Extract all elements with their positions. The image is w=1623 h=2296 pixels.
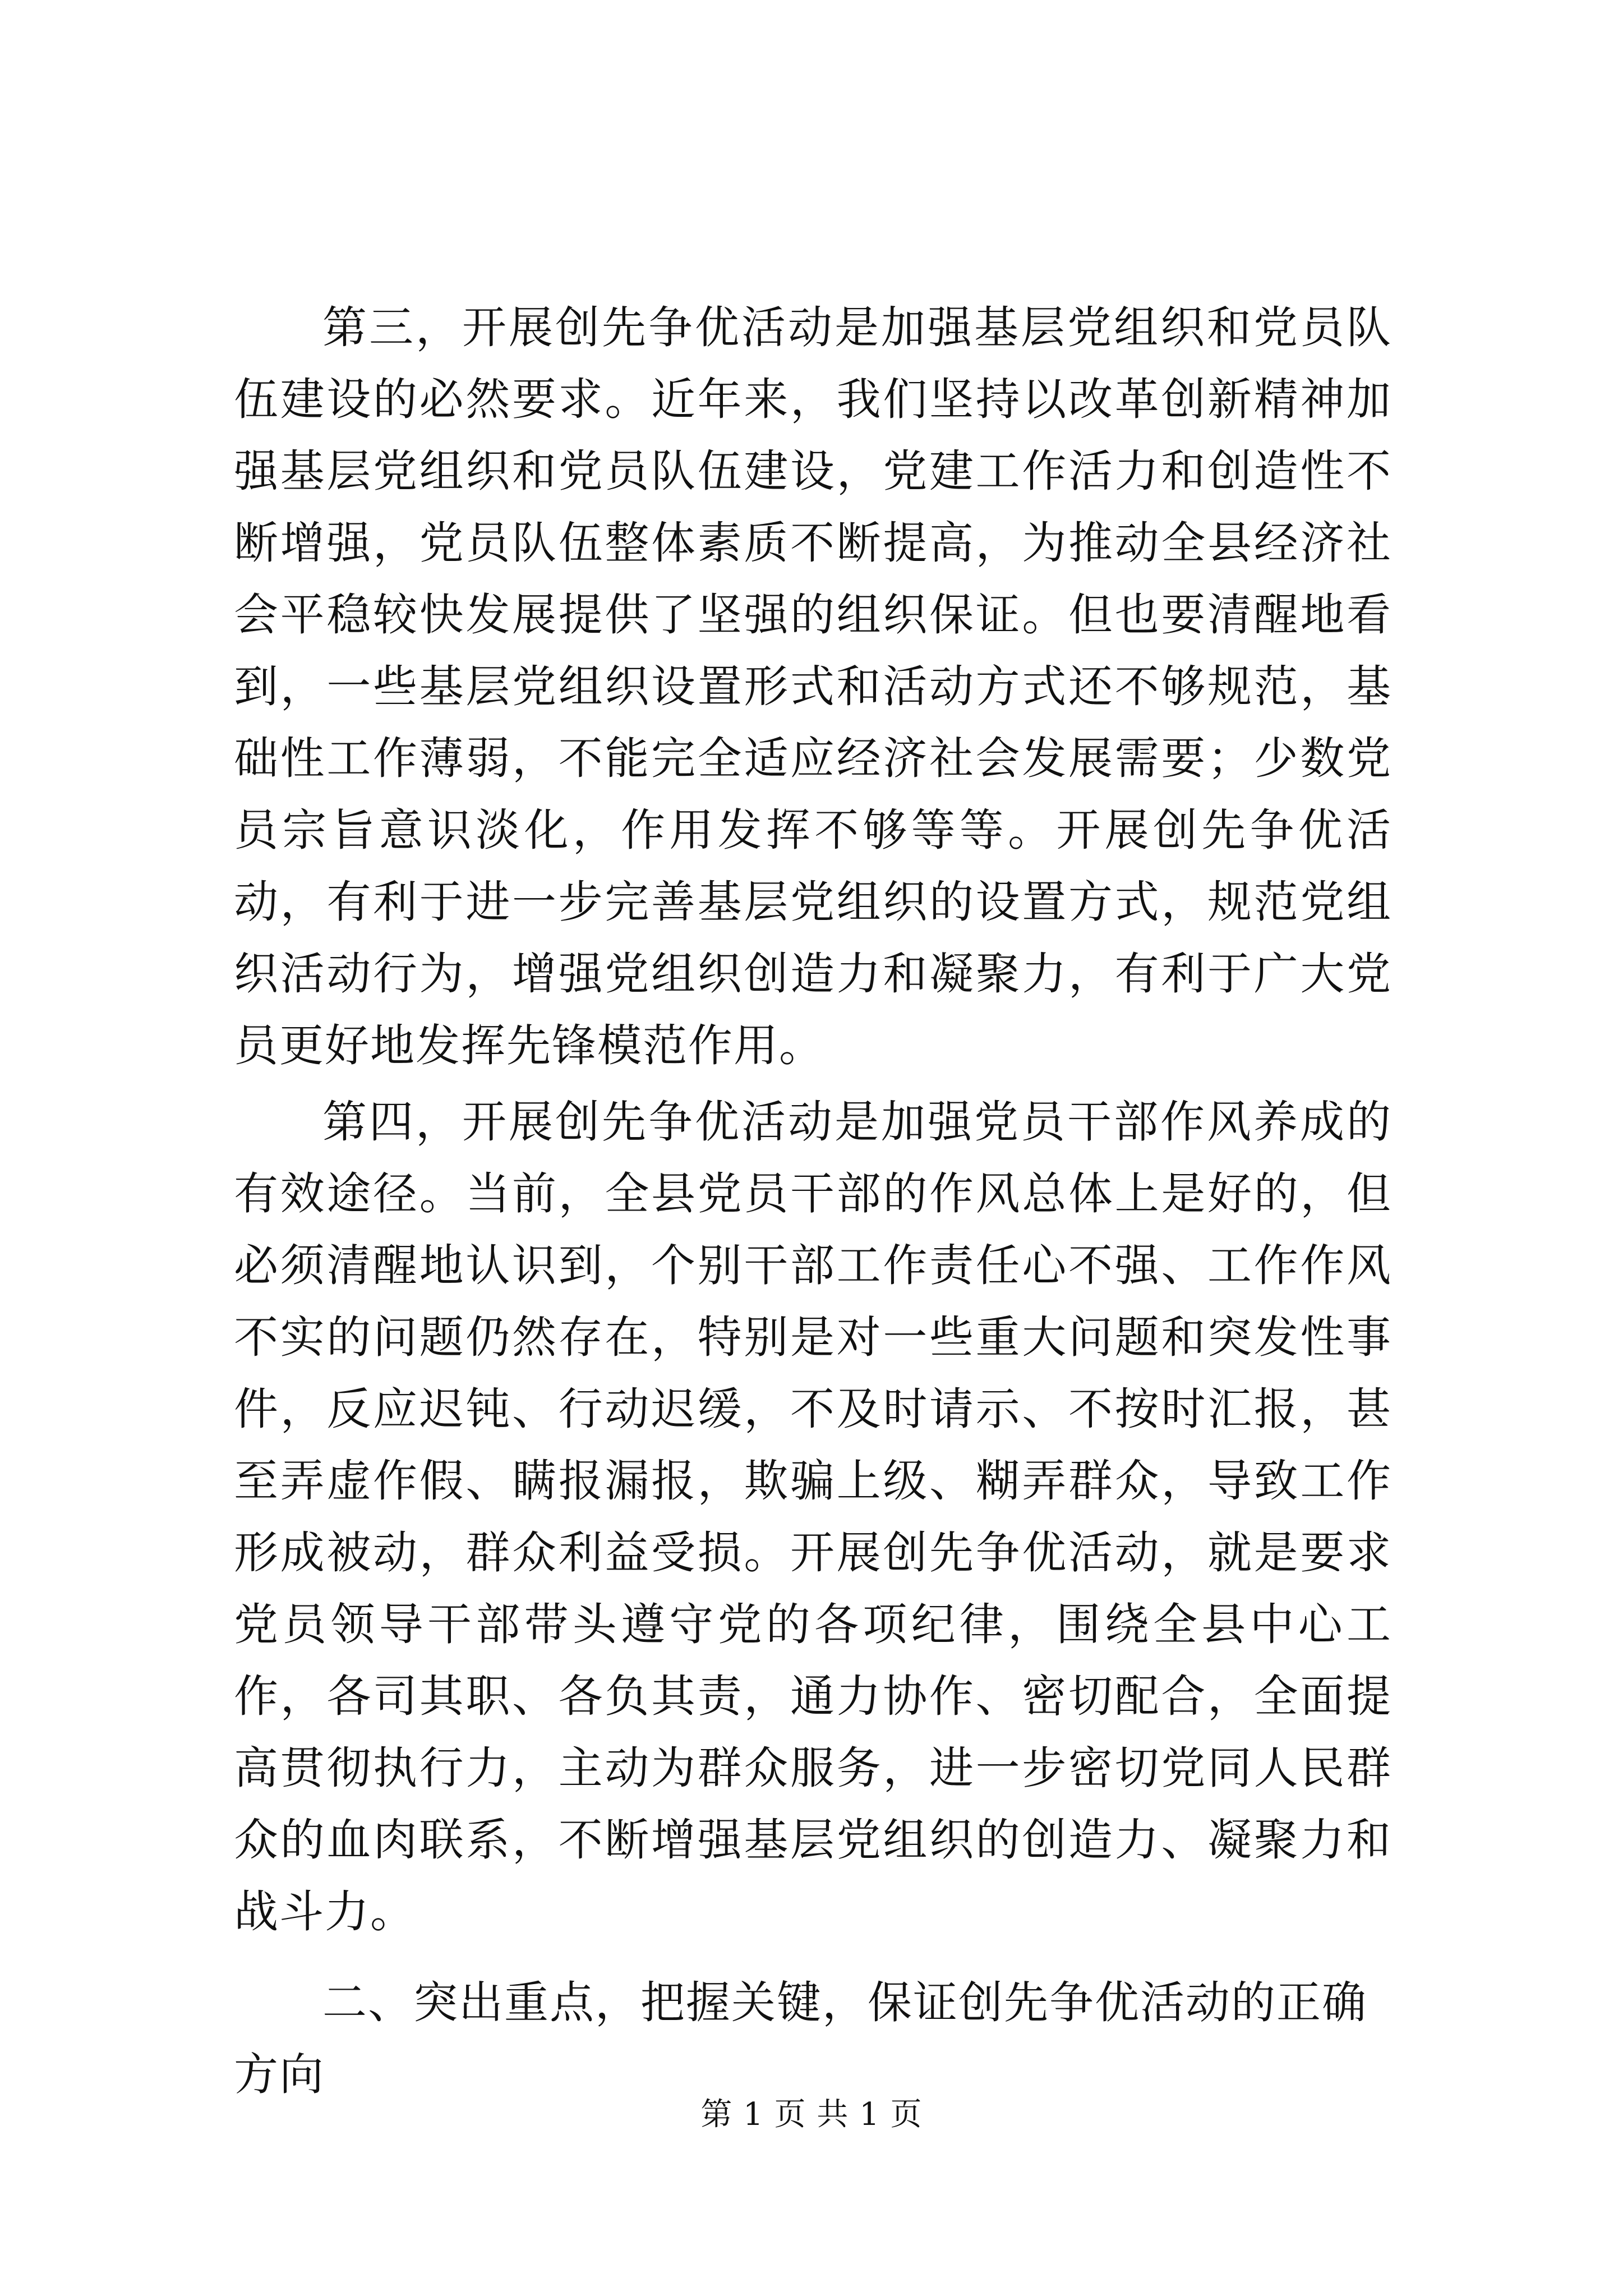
paragraph-third-point: 第三，开展创先争优活动是加强基层党组织和党员队伍建设的必然要求。近年来，我们坚持以改革创新精神加强基层党组织和党员队伍建设，党建工作活力和创造性不断增强，党员队伍整体素质不断提高，为推动全县经济社会平稳较快发展提供了坚强的组织保证。但也要清醒地看到，一些基层党组织设置形式和活动方式还不够规范，基础性工作薄弱，不能完全适应经济社会发展需要；少数党员宗旨意识淡化，作用发挥不够等等。开展创先争优活动，有利于进一步完善基层党组织的设置方式，规范党组织活动行为，增强党组织创造力和凝聚力，有利于广大党员更好地发挥先锋模范作用。: [234, 302, 1392, 1071]
section-heading: 二、突出重点，把握关键，保证创先争优活动的正确方向: [234, 1977, 1367, 2100]
page-footer: 第 1 页 共 1 页: [700, 2096, 923, 2133]
paragraph-fourth-point: 第四，开展创先争优活动是加强党员干部作风养成的有效途径。当前，全县党员干部的作风总体上是好的，但必须清醒地认识到，个别干部工作责任心不强、工作作风不实的问题仍然存在，特别是对一些重大问题和突发性事件，反应迟钝、行动迟缓，不及时请示、不按时汇报，甚至弄虚作假、瞒报漏报，欺骗上级、糊弄群众，导致工作形成被动，群众利益受损。开展创先争优活动，就是要求党员领导干部带头遵守党的各项纪律，围绕全县中心工作，各司其职、各负其责，通力协作、密切配合，全面提高贯彻执行力，主动为群众服务，进一步密切党同人民群众的血肉联系，不断增强基层党组织的创造力、凝聚力和战斗力。: [234, 1096, 1392, 1938]
document-body: [234, 292, 1392, 2110]
